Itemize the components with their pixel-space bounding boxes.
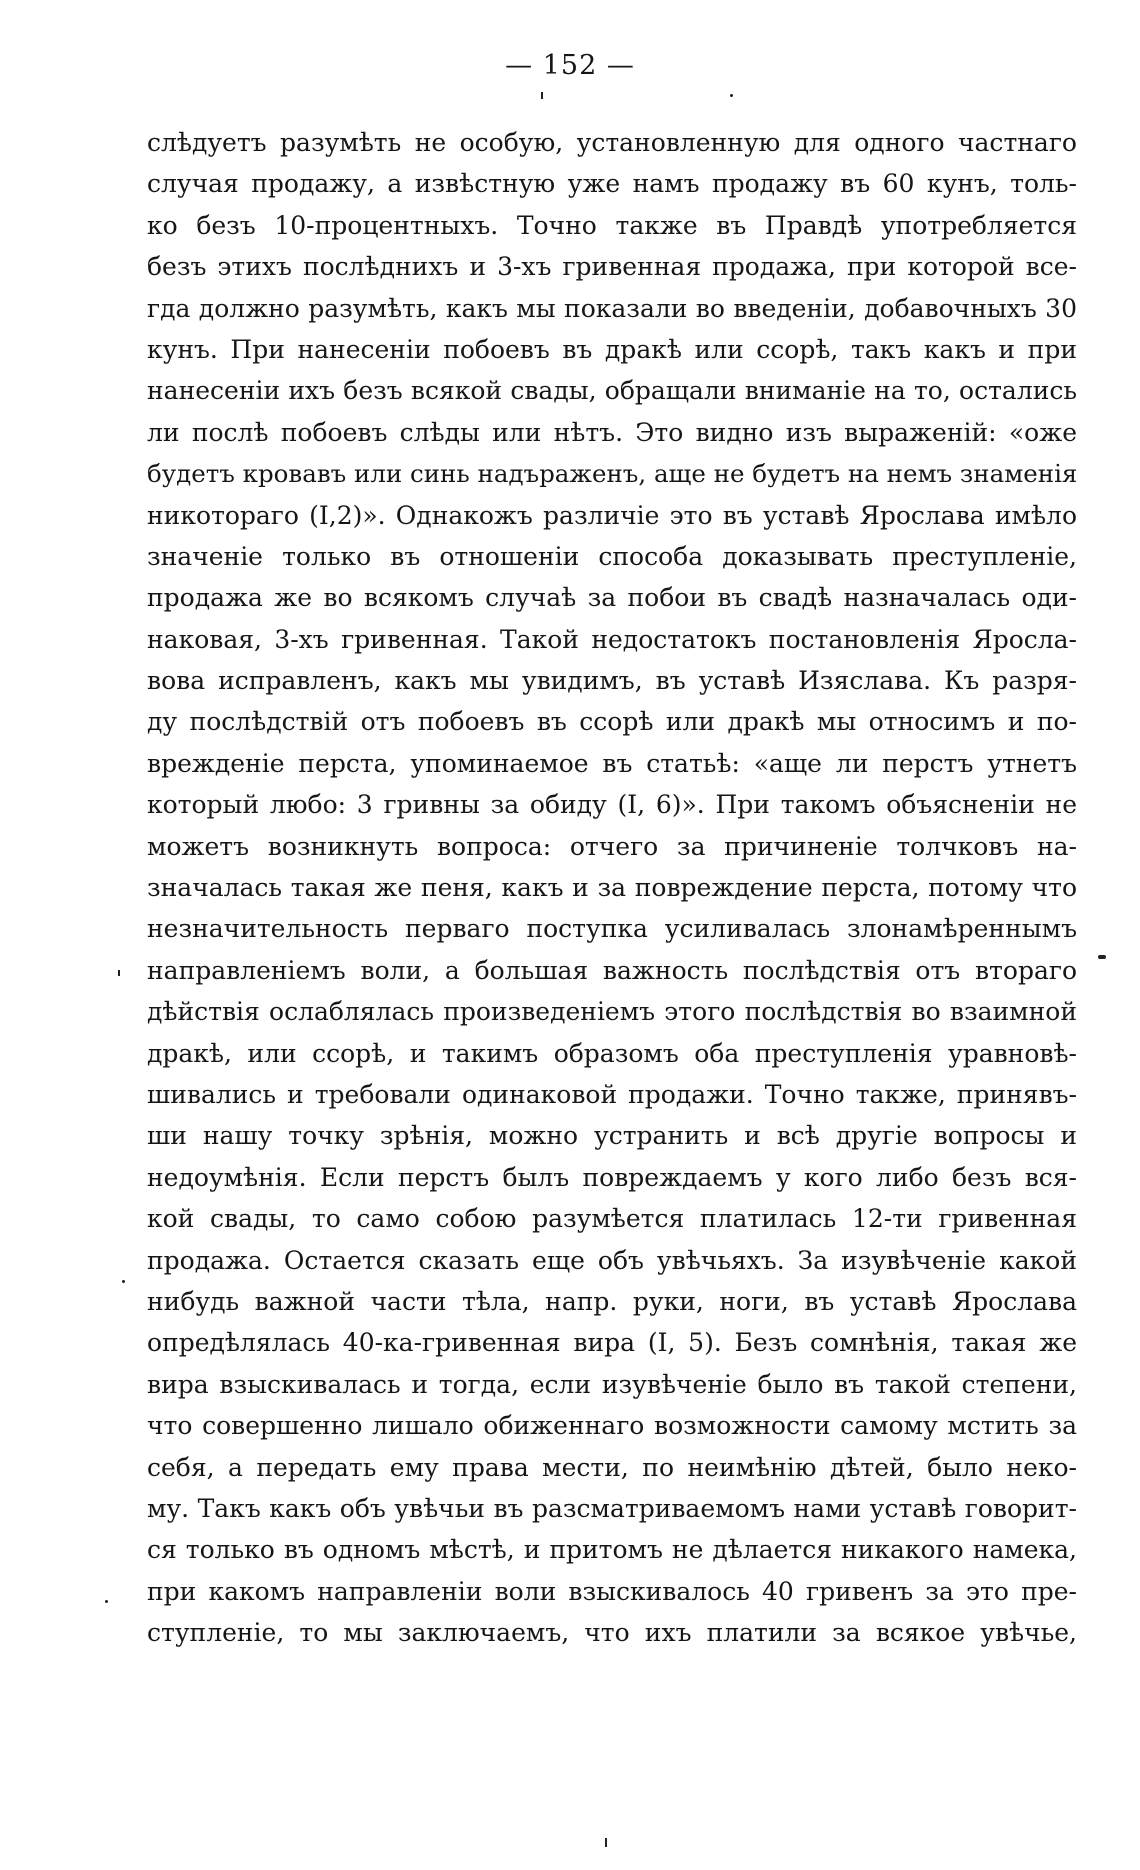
scan-speck — [118, 970, 120, 976]
text-line: шивались и требовали одинаковой продажи. Точно также, принявъ- — [147, 1079, 1077, 1109]
text-line: ду послѣдствій отъ побоевъ въ ссорѣ или дракѣ мы относимъ и по- — [147, 707, 1077, 737]
text-line: при какомъ направленіи воли взыскивалось 40 гривенъ за это пре- — [147, 1576, 1077, 1606]
scan-speck — [105, 1600, 108, 1603]
text-line: нанесеніи ихъ безъ всякой свады, обращали вниманіе на то, остались — [147, 376, 1077, 406]
scan-speck — [730, 94, 733, 97]
text-line: ся только въ одномъ мѣстѣ, и притомъ не дѣлается никакого намека, — [147, 1535, 1077, 1565]
text-line: кунъ. При нанесеніи побоевъ въ дракѣ или ссорѣ, такъ какъ и при — [147, 334, 1077, 364]
text-line: себя, а передать ему права мести, по неимѣнію дѣтей, было неко- — [147, 1452, 1077, 1482]
body-text — [147, 122, 1077, 1653]
text-line: можетъ возникнуть вопроса: отчего за причиненіе толчковъ на- — [147, 831, 1077, 861]
text-line: безъ этихъ послѣднихъ и 3-хъ гривенная продажа, при которой все- — [147, 252, 1077, 282]
text-line: наковая, 3-хъ гривенная. Такой недостатокъ постановленія Яросла- — [147, 624, 1077, 654]
text-line: вира взыскивалась и тогда, если изувѣченіе было въ такой степени, — [147, 1369, 1077, 1399]
text-line: дракѣ, или ссорѣ, и такимъ образомъ оба преступленія уравновѣ- — [147, 1038, 1077, 1068]
text-line: опредѣлялась 40-ка-гривенная вира (I, 5). Безъ сомнѣнія, такая же — [147, 1328, 1077, 1358]
text-line: будетъ кровавъ или синь надъраженъ, аще не будетъ на немъ знаменія — [147, 459, 1077, 489]
text-line: который любо: 3 гривны за обиду (I, 6)». При такомъ объясненіи не — [147, 790, 1077, 820]
text-line: кой свады, то само собою разумѣется платилась 12-ти гривенная — [147, 1204, 1077, 1234]
text-line: ко безъ 10-процентныхъ. Точно также въ Правдѣ употребляется — [147, 210, 1077, 240]
scan-speck — [541, 92, 543, 99]
scan-speck — [122, 1280, 125, 1283]
scan-speck — [1098, 955, 1106, 959]
text-line: ступленіе, то мы заключаемъ, что ихъ платили за всякое увѣчье, — [147, 1618, 1077, 1648]
text-line: вова исправленъ, какъ мы увидимъ, въ уставѣ Изяслава. Къ разря- — [147, 666, 1077, 696]
text-line: ши нашу точку зрѣнія, можно устранить и всѣ другіе вопросы и — [147, 1121, 1077, 1151]
text-line: гда должно разумѣть, какъ мы показали во введеніи, добавочныхъ 30 — [147, 293, 1077, 323]
text-line: случая продажу, а извѣстную уже намъ продажу въ 60 кунъ, толь- — [147, 169, 1077, 199]
text-line: продажа же во всякомъ случаѣ за побои въ свадѣ назначалась оди- — [147, 583, 1077, 613]
text-line: значалась такая же пеня, какъ и за повреждение перста, потому что — [147, 873, 1077, 903]
text-line: продажа. Остается сказать еще объ увѣчьяхъ. За изувѣченіе какой — [147, 1245, 1077, 1275]
text-line: дѣйствія ослаблялась произведеніемъ этого послѣдствія во взаимной — [147, 997, 1077, 1027]
page-number: — 152 — — [505, 50, 635, 81]
text-line: никотораго (I,2)». Однакожъ различіе это въ уставѣ Ярослава имѣло — [147, 500, 1077, 530]
text-line: нибудь важной части тѣла, напр. руки, ноги, въ уставѣ Ярослава — [147, 1286, 1077, 1316]
text-line: значеніе только въ отношеніи способа доказывать преступленіе, — [147, 541, 1077, 571]
text-line: врежденіе перста, упоминаемое въ статьѣ: «аще ли перстъ утнетъ — [147, 748, 1077, 778]
text-line: му. Такъ какъ объ увѣчьи въ разсматриваемомъ нами уставѣ говорит- — [147, 1493, 1077, 1523]
text-line: незначительность перваго поступка усиливалась злонамѣреннымъ — [147, 914, 1077, 944]
text-line: что совершенно лишало обиженнаго возможности самому мстить за — [147, 1411, 1077, 1441]
scan-speck — [605, 1838, 607, 1847]
text-line: слѣдуетъ разумѣть не особую, установленную для одного частнаго — [147, 128, 1077, 157]
text-line: ли послѣ побоевъ слѣды или нѣтъ. Это видно изъ выраженій: «оже — [147, 417, 1077, 447]
text-line: недоумѣнія. Если перстъ былъ повреждаемъ у кого либо безъ вся- — [147, 1162, 1077, 1192]
text-line: направленіемъ воли, а большая важность послѣдствія отъ втораго — [147, 955, 1077, 985]
